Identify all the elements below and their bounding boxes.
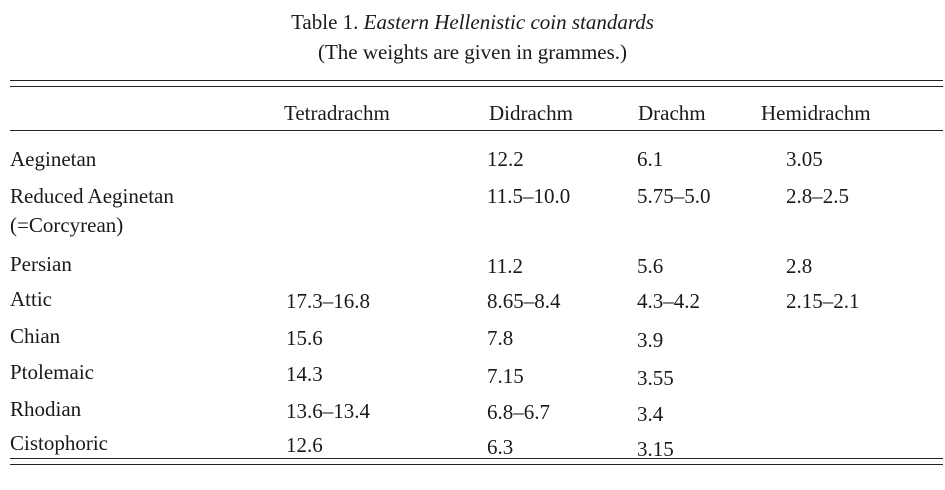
cell-drachm: 3.55	[637, 366, 674, 390]
column-header-hemidrachm: Hemidrachm	[761, 101, 871, 125]
cell-hemidrachm: 2.15–2.1	[786, 289, 860, 313]
row-name: Ptolemaic	[10, 360, 94, 384]
cell-drachm: 5.6	[637, 254, 664, 278]
caption-note: (The weights are given in grammes.)	[317, 40, 628, 64]
row-name: Persian	[10, 252, 72, 276]
caption-title: Eastern Hellenistic coin standards	[363, 10, 654, 34]
header-rule	[10, 130, 943, 131]
cell-didrachm: 7.15	[487, 364, 524, 388]
row-subname: (=Corcyrean)	[10, 213, 124, 237]
cell-didrachm: 12.2	[487, 147, 524, 171]
row-name: Reduced Aeginetan	[10, 184, 174, 208]
cell-drachm: 5.75–5.0	[637, 184, 711, 208]
cell-drachm: 3.4	[637, 402, 664, 426]
cell-hemidrachm: 3.05	[786, 147, 823, 171]
cell-tetradrachm: 14.3	[286, 362, 323, 386]
cell-didrachm: 8.65–8.4	[487, 289, 561, 313]
cell-didrachm: 6.8–6.7	[487, 400, 550, 424]
cell-didrachm: 6.3	[487, 435, 514, 459]
top-rule-1	[10, 80, 943, 81]
row-name: Aeginetan	[10, 147, 97, 171]
cell-didrachm: 11.2	[487, 254, 523, 278]
table-caption	[0, 8, 945, 36]
cell-drachm: 3.15	[637, 437, 674, 461]
column-header-drachm: Drachm	[638, 101, 706, 125]
cell-drachm: 6.1	[637, 147, 664, 171]
column-header-tetradrachm: Tetradrachm	[284, 101, 390, 125]
cell-tetradrachm: 12.6	[286, 433, 323, 457]
row-name: Rhodian	[10, 397, 82, 421]
caption-label: Table 1.	[291, 10, 359, 34]
cell-didrachm: 11.5–10.0	[487, 184, 571, 208]
bottom-rule-1	[10, 458, 943, 459]
row-name: Cistophoric	[10, 431, 108, 455]
cell-drachm: 4.3–4.2	[637, 289, 700, 313]
cell-tetradrachm: 15.6	[286, 326, 323, 350]
cell-tetradrachm: 13.6–13.4	[286, 399, 370, 423]
column-header-didrachm: Didrachm	[489, 101, 573, 125]
bottom-rule-2	[10, 464, 943, 465]
row-name: Chian	[10, 324, 61, 348]
cell-tetradrachm: 17.3–16.8	[286, 289, 370, 313]
cell-hemidrachm: 2.8–2.5	[786, 184, 849, 208]
cell-drachm: 3.9	[637, 328, 664, 352]
top-rule-2	[10, 86, 943, 87]
cell-didrachm: 7.8	[487, 326, 514, 350]
cell-hemidrachm: 2.8	[786, 254, 813, 278]
row-name: Attic	[10, 287, 52, 311]
